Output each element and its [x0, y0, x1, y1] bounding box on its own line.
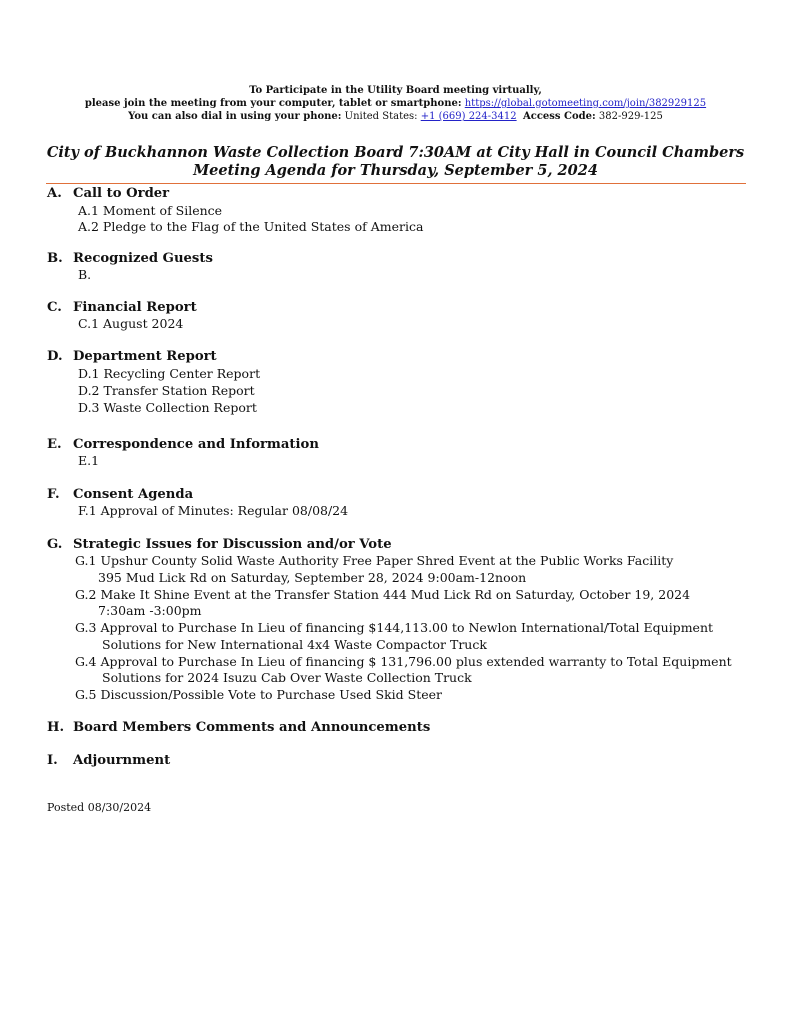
- posted-date: Posted 08/30/2024: [47, 801, 152, 814]
- section-h-heading: H. Board Members Comments and Announcements: [47, 720, 431, 735]
- title-divider: [46, 183, 746, 184]
- agenda-item-g4: G.4 Approval to Purchase In Lieu of financing $ 131,796.00 plus extended warranty to Total Equipment: [75, 654, 732, 669]
- access-code: 382-929-125: [598, 111, 663, 122]
- country-label: United States:: [344, 111, 418, 122]
- meeting-link-line: please join the meeting from your computer, tablet or smartphone: https://global.gotomeeting.com/join/382929125: [84, 98, 707, 109]
- agenda-item-g3-cont: Solutions for New International 4x4 Waste Compactor Truck: [102, 637, 487, 652]
- section-f-heading: F. Consent Agenda: [47, 487, 194, 502]
- agenda-item-g3: G.3 Approval to Purchase In Lieu of financing $144,113.00 to Newlon International/Total Equipment: [75, 620, 714, 635]
- section-b-heading: B. Recognized Guests: [47, 251, 213, 266]
- page-title: City of Buckhannon Waste Collection Board 7:30AM at City Hall in Council Chambers: [46, 144, 745, 161]
- phone-link[interactable]: +1 (669) 224-3412: [420, 111, 517, 122]
- virtual-participation-header: To Participate in the Utility Board meeting virtually,: [249, 85, 542, 96]
- access-code-label: Access Code:: [522, 111, 596, 122]
- agenda-item-d2: D.2 Transfer Station Report: [78, 383, 255, 398]
- agenda-item-g2: G.2 Make It Shine Event at the Transfer Station 444 Mud Lick Rd on Saturday, October 19, 2024: [75, 587, 691, 602]
- section-g-heading: G. Strategic Issues for Discussion and/or Vote: [47, 537, 392, 552]
- section-a-heading: A. Call to Order: [47, 186, 170, 201]
- agenda-item-d1: D.1 Recycling Center Report: [78, 366, 261, 381]
- meeting-link[interactable]: https://global.gotomeeting.com/join/382929125: [464, 98, 707, 109]
- agenda-item-e1: E.1: [78, 453, 100, 468]
- agenda-item-a1: A.1 Moment of Silence: [78, 203, 223, 218]
- agenda-item-g1: G.1 Upshur County Solid Waste Authority Free Paper Shred Event at the Public Works Facility: [75, 553, 674, 568]
- agenda-item-g5: G.5 Discussion/Possible Vote to Purchase Used Skid Steer: [75, 687, 443, 702]
- agenda-item-g4-cont: Solutions for 2024 Isuzu Cab Over Waste Collection Truck: [102, 670, 472, 685]
- agenda-item-f1: F.1 Approval of Minutes: Regular 08/08/24: [78, 503, 349, 518]
- section-e-heading: E. Correspondence and Information: [47, 437, 319, 452]
- section-i-heading: I. Adjournment: [47, 753, 171, 768]
- agenda-item-g2-cont: 7:30am -3:00pm: [98, 603, 202, 618]
- agenda-item-b: B.: [78, 267, 92, 282]
- agenda-item-c1: C.1 August 2024: [78, 316, 184, 331]
- section-c-heading: C. Financial Report: [47, 300, 197, 315]
- section-d-heading: D. Department Report: [47, 349, 217, 364]
- dial-in-line: You can also dial in using your phone: United States: +1 (669) 224-3412 Access Code: 382-929-125: [128, 111, 663, 122]
- agenda-item-g1-cont: 395 Mud Lick Rd on Saturday, September 28, 2024 9:00am-12noon: [98, 570, 527, 585]
- agenda-item-d3: D.3 Waste Collection Report: [78, 400, 257, 415]
- agenda-item-a2: A.2 Pledge to the Flag of the United States of America: [78, 219, 424, 234]
- page-subtitle: Meeting Agenda for Thursday, September 5, 2024: [193, 162, 598, 179]
